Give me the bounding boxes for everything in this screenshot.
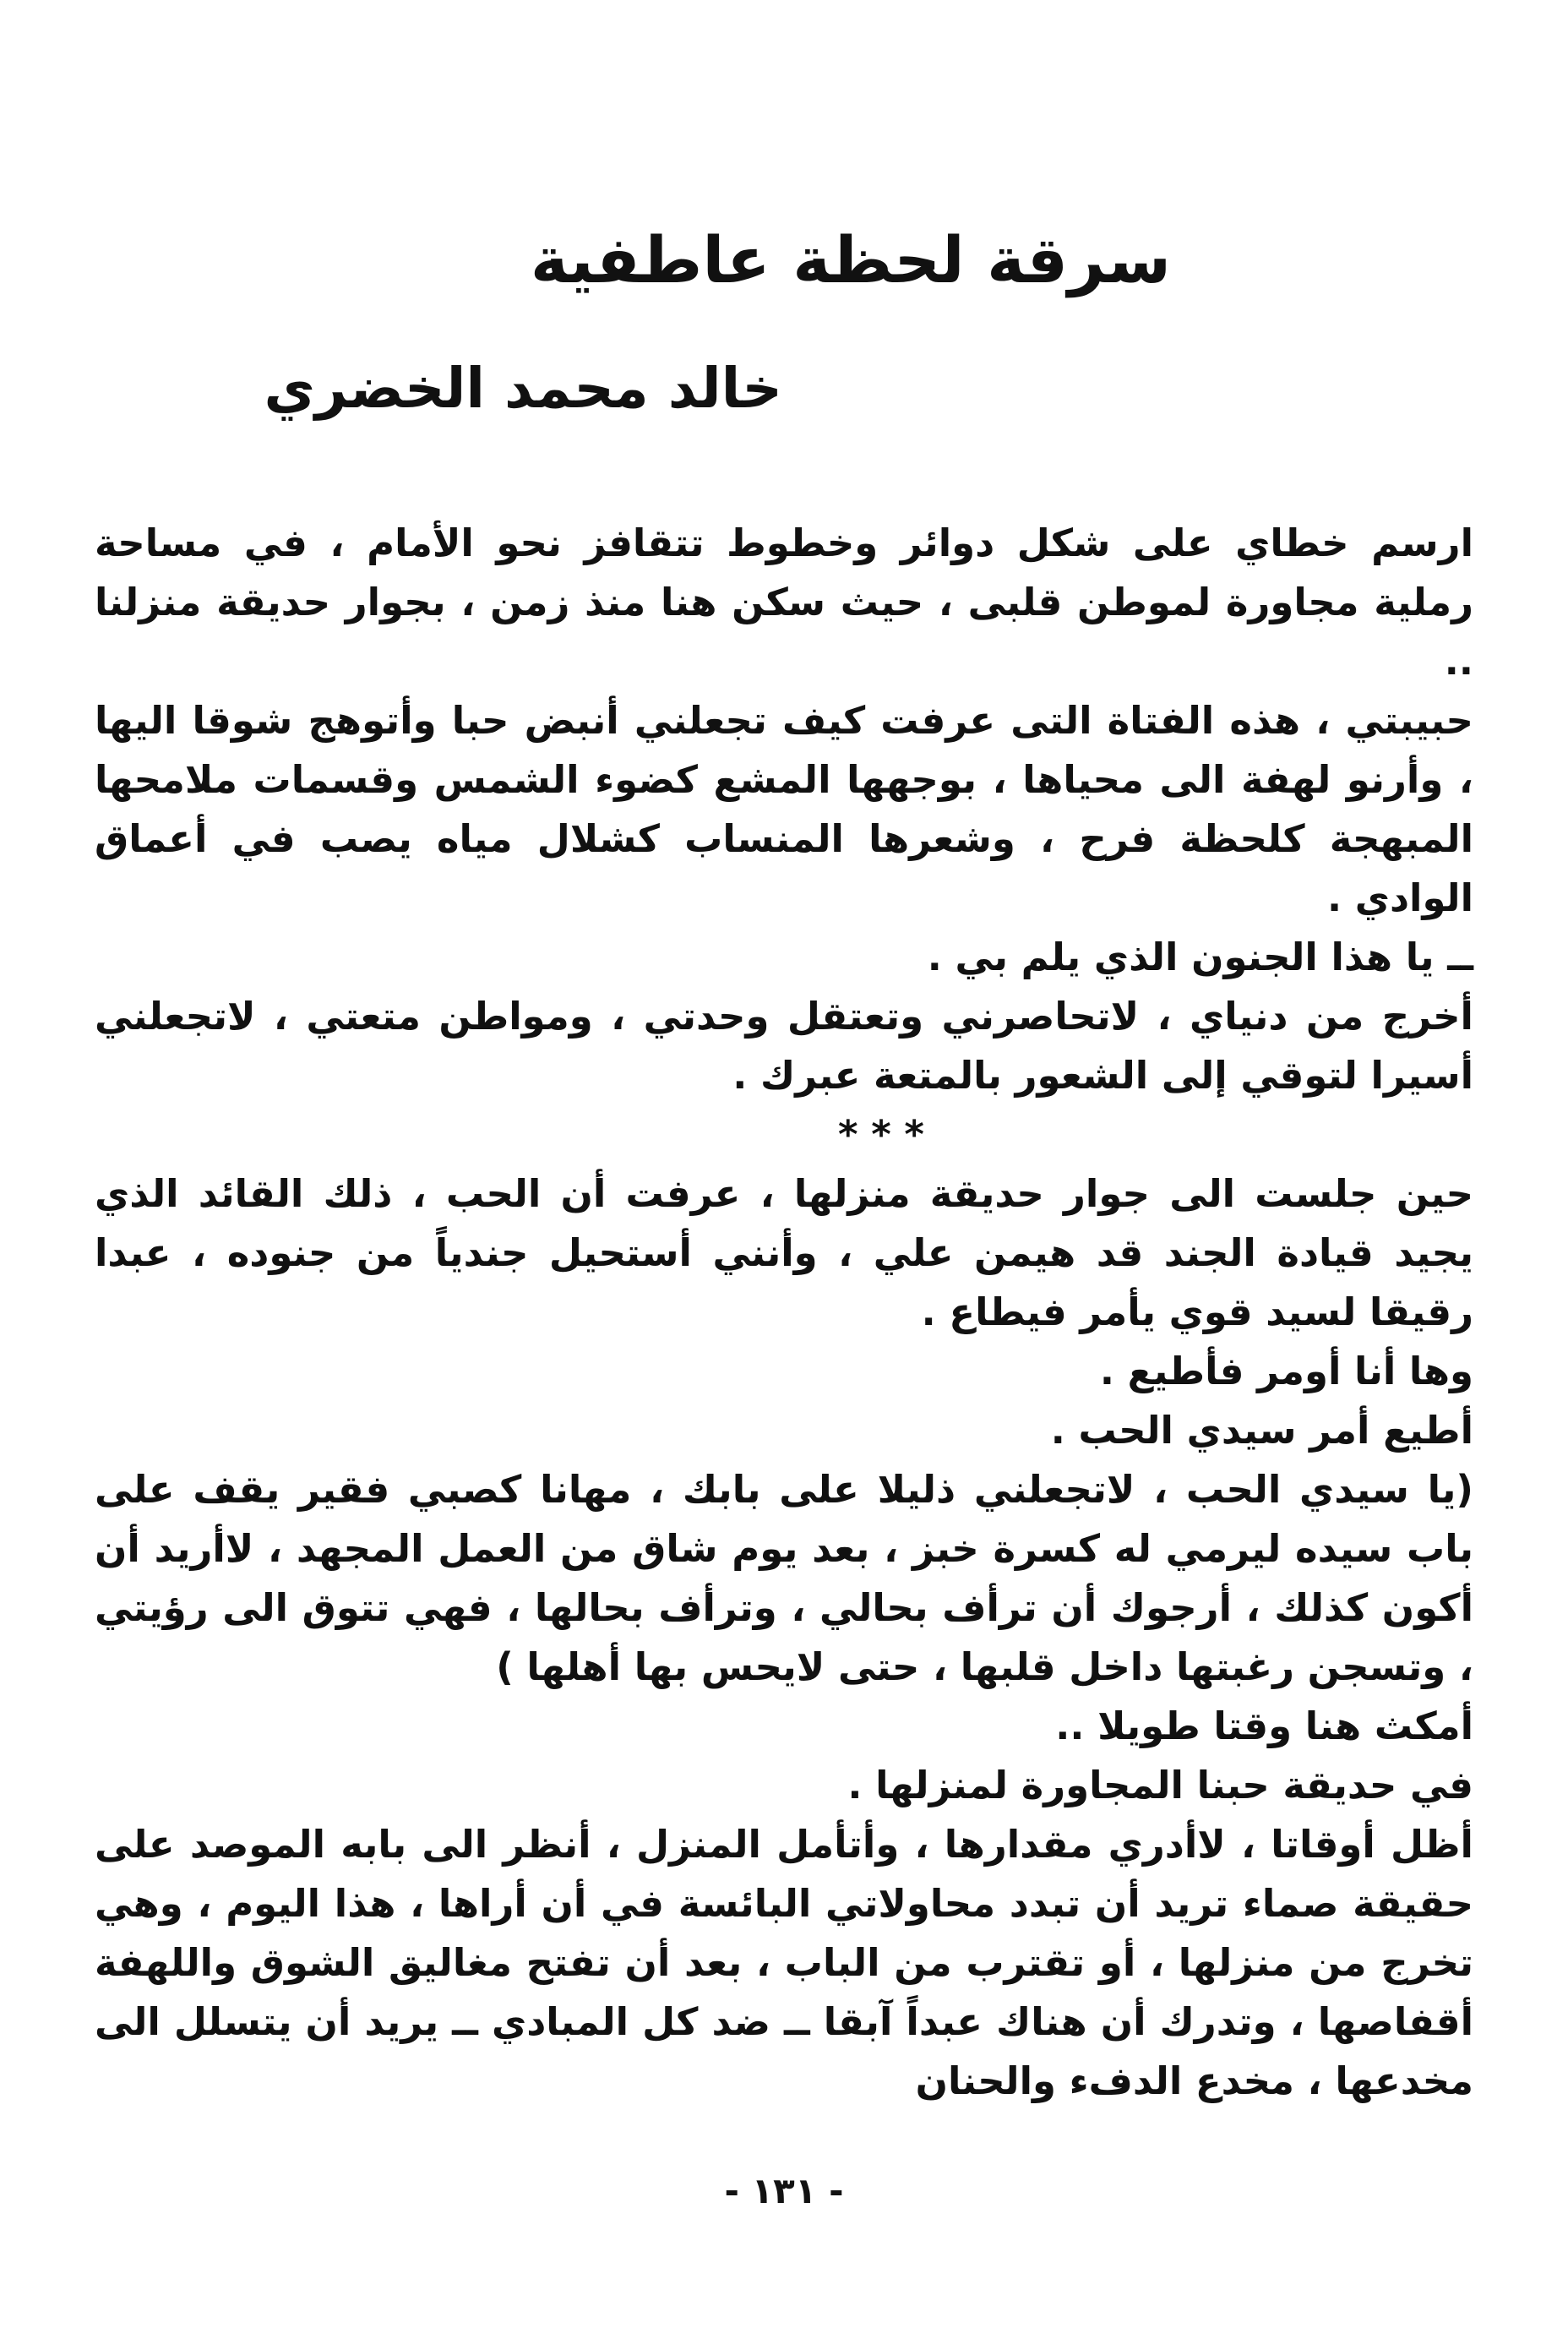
paragraph: أطيع أمر سيدي الحب . [1050, 1408, 1473, 1453]
paragraph: في حديقة حبنا المجاورة لمنزلها . [847, 1763, 1473, 1807]
section-separator: * * * [838, 1112, 924, 1157]
paragraph: أمكث هنا وقتا طويلا .. [1055, 1704, 1473, 1748]
paragraph: أخرج من دنياي ، لاتحاصرني وتعتقل وحدتي ، ومواطن متعتي ، لاتجعلني أسيرا لتوقي إلى الشعور بالمتعة عبرك . [95, 994, 1473, 1098]
paragraph: ارسم خطاي على شكل دوائر وخطوط تتقافز نحو الأمام ، في مساحة رملية مجاورة لموطن قلبى ، حيث سكن هنا منذ زمن ، بجوار حديقة منزلنا .. [95, 521, 1473, 684]
paragraph: حبيبتي ، هذه الفتاة التى عرفت كيف تجعلني أنبض حبا وأتوهج شوقا اليها ، وأرنو لهفة الى محياها ، بوجهها المشع كضوء الشمس وقسمات ملامحها المبهجة كلحظة فرح ، وشعرها المنساب كشلال مياه يصب في أعماق الوادي . [95, 698, 1473, 920]
story-body [95, 514, 1473, 2111]
author-name: خالد محمد الخضري [264, 356, 782, 421]
paragraph: أظل أوقاتا ، لاأدري مقدارها ، وأتأمل المنزل ، أنظر الى بابه الموصد على حقيقة صماء تريد أن تبدد محاولاتي البائسة في أن أراها ، هذا اليوم ، وهي تخرج من منزلها ، أو تقترب من الباب ، بعد أن تفتح مغاليق الشوق واللهفة أقفاصها ، وتدرك أن هناك عبداً آبقا ــ ضد كل المبادي ــ يريد أن يتسلل الى مخدعها ، مخدع الدفء والحنان [95, 1822, 1473, 2103]
page-number: - ١٣١ - [724, 2170, 844, 2211]
paragraph: حين جلست الى جوار حديقة منزلها ، عرفت أن الحب ، ذلك القائد الذي يجيد قيادة الجند قد هيمن علي ، وأنني أستحيل جندياً من جنوده ، عبدا رقيقا لسيد قوي يأمر فيطاع . [95, 1171, 1473, 1334]
paragraph: (يا سيدي الحب ، لاتجعلني ذليلا على بابك ، مهانا كصبي فقير يقف على باب سيده ليرمي له كسرة خبز ، بعد يوم شاق من العمل المجهد ، لاأريد أن أكون كذلك ، أرجوك أن ترأف بحالي ، وترأف بحالها ، فهي تتوق الى رؤيتي ، وتسجن رغبتها داخل قلبها ، حتى لايحس بها أهلها ) [95, 1467, 1473, 1689]
paragraph: وها أنا أومر فأطيع . [1099, 1349, 1473, 1393]
story-title: سرقة لحظة عاطفية [530, 222, 1171, 297]
paragraph: ــ يا هذا الجنون الذي يلم بي . [927, 935, 1473, 979]
